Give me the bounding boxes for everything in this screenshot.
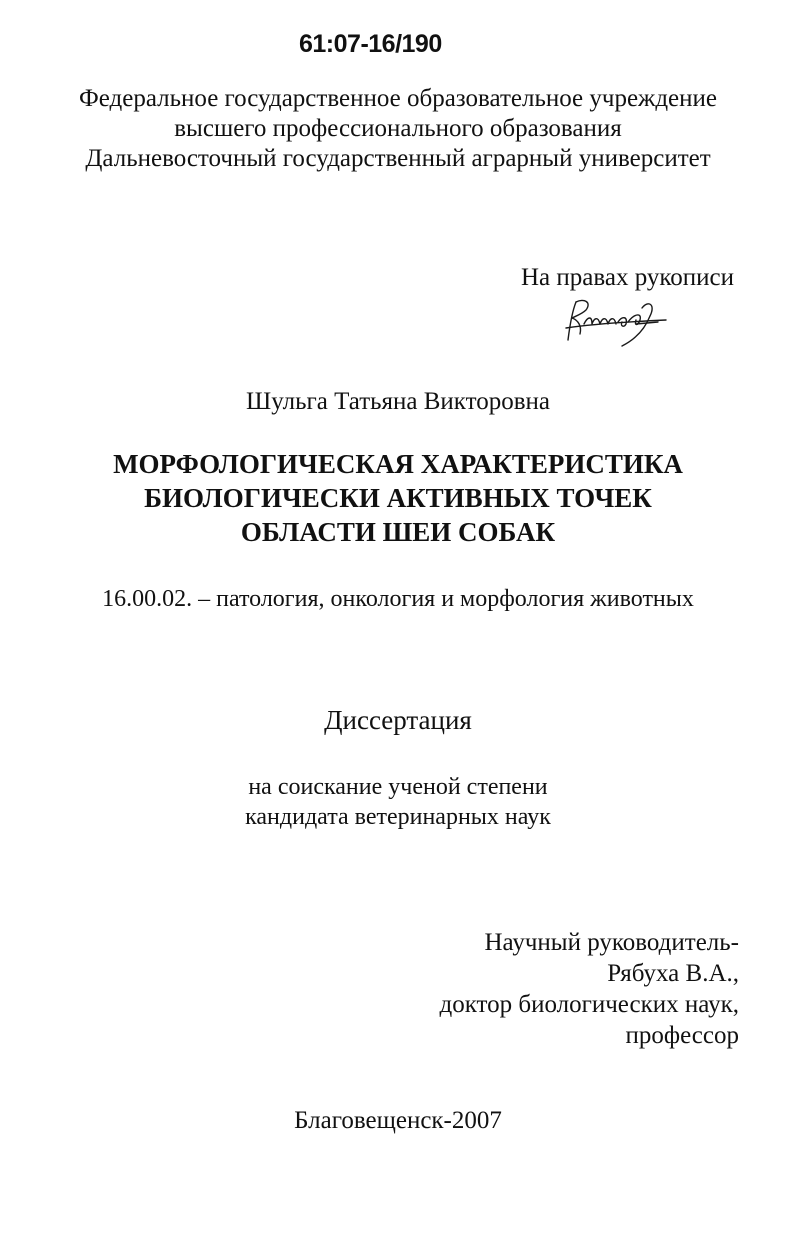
author-name: Шульга Татьяна Викторовна: [246, 388, 550, 415]
city-year: Благовещенск-2007: [294, 1107, 502, 1134]
title-line-3: ОБЛАСТИ ШЕИ СОБАК: [240, 517, 556, 547]
specialty-code: 16.00.02. – патология, онкология и морфология животных: [102, 586, 694, 612]
dissertation-title: [0, 447, 796, 549]
supervisor-block: [439, 927, 739, 1051]
institution-line-2: высшего профессионального образования: [174, 115, 622, 142]
degree-line-2: кандидата ветеринарных наук: [245, 804, 551, 830]
supervisor-line-3: доктор биологических наук,: [439, 991, 739, 1018]
catalog-number: 61:07-16/190: [299, 30, 442, 58]
title-line-1: МОРФОЛОГИЧЕСКАЯ ХАРАКТЕРИСТИКА: [113, 449, 683, 479]
title-line-2: БИОЛОГИЧЕСКИ АКТИВНЫХ ТОЧЕК: [144, 483, 652, 513]
manuscript-note: На правах рукописи: [521, 264, 734, 291]
supervisor-line-2: Рябуха В.А.,: [607, 960, 739, 987]
institution-block: [0, 84, 796, 174]
supervisor-line-4: профессор: [625, 1022, 739, 1049]
handwritten-signature: [562, 294, 672, 350]
degree-block: [0, 772, 796, 832]
degree-line-1: на соискание ученой степени: [248, 774, 548, 800]
institution-line-3: Дальневосточный государственный аграрный университет: [85, 145, 711, 172]
document-type: Диссертация: [324, 705, 472, 735]
supervisor-line-1: Научный руководитель-: [484, 929, 739, 956]
institution-line-1: Федеральное государственное образовательное учреждение: [78, 85, 717, 112]
